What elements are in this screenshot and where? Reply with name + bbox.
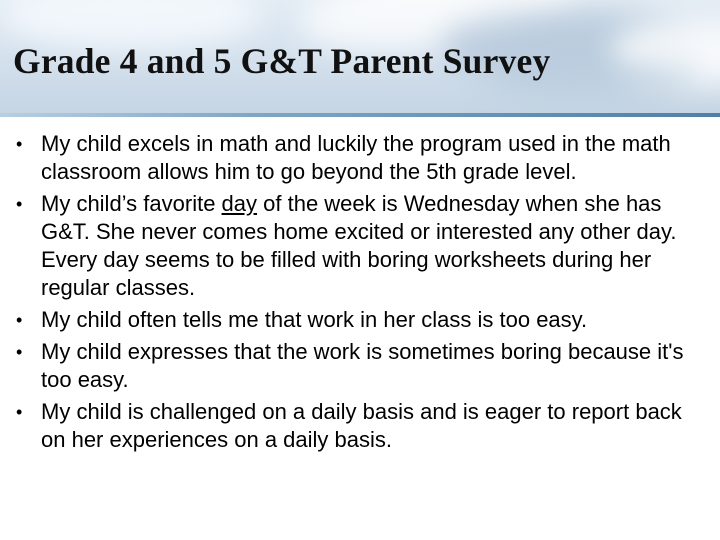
bullet-text: My child excels in math and luckily the program used in the math classroom allows him to go beyond the 5th grade level. [41, 131, 671, 184]
bullet-item [16, 338, 696, 394]
title-banner [0, 0, 720, 113]
bullet-item [16, 130, 696, 186]
bullet-item [16, 398, 696, 454]
title-divider [0, 113, 720, 117]
bullet-text: My child is challenged on a daily basis and is eager to report back on her experiences on a daily basis. [41, 399, 682, 452]
bullet-dot-icon: • [16, 402, 23, 422]
slide-title: Grade 4 and 5 G&T Parent Survey [13, 41, 551, 81]
bullet-item [16, 306, 696, 334]
bullet-underlined-text: day [221, 191, 258, 216]
bullet-dot-icon: • [16, 310, 23, 330]
bullet-text: of the week is Wednesday when she has G&T. She never comes home excited or interested any other day. Every day seems to be filled with boring worksheets during her regular classes. [41, 191, 677, 300]
bullet-item [16, 190, 696, 302]
bullet-dot-icon: • [16, 194, 23, 214]
bullet-text: My child expresses that the work is sometimes boring because it's too easy. [41, 339, 684, 392]
bullet-dot-icon: • [16, 342, 23, 362]
bullet-text: My child often tells me that work in her class is too easy. [41, 307, 588, 332]
bullet-text: My child’s favorite [41, 191, 222, 216]
bullet-list [16, 130, 696, 458]
bullet-dot-icon: • [16, 134, 23, 154]
